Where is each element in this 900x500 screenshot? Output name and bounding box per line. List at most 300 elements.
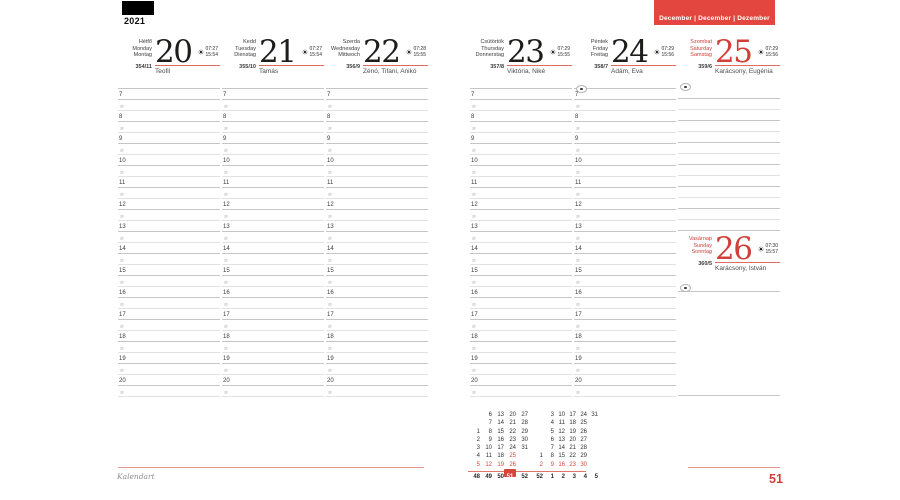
schedule-row-half xyxy=(470,386,572,397)
mini-cal-day: 24 xyxy=(509,445,516,452)
notes-row xyxy=(678,132,780,143)
schedule-row-half xyxy=(118,364,220,375)
schedule-row-hour xyxy=(574,221,676,232)
schedule-row-hour xyxy=(574,177,676,188)
schedule-row-hour xyxy=(118,243,220,254)
half-hour-label: 30 xyxy=(576,369,580,373)
mini-cal-day: 17 xyxy=(497,445,504,452)
mini-cal-day xyxy=(532,444,543,452)
schedule-row-half xyxy=(222,320,324,331)
hour-label: 16 xyxy=(119,290,126,296)
sunset-time: 15:54 xyxy=(205,51,218,58)
hour-label: 8 xyxy=(119,114,123,120)
schedule-row-hour xyxy=(470,133,572,144)
sun-icon: ☀ xyxy=(405,47,413,57)
sun-icon: ☀ xyxy=(549,47,557,57)
schedule-row-half xyxy=(222,364,324,375)
half-hour-label: 30 xyxy=(120,369,124,373)
schedule-row-half xyxy=(118,320,220,331)
sunset-time: 15:57 xyxy=(765,248,778,255)
half-hour-label: 30 xyxy=(224,105,228,109)
mini-cal-day: 14 xyxy=(558,445,565,452)
hour-label: 15 xyxy=(223,268,230,274)
hour-label: 13 xyxy=(471,224,478,230)
mini-cal-day: 3 xyxy=(550,412,554,418)
hour-label: 14 xyxy=(471,246,478,252)
day-header-main xyxy=(363,36,428,88)
day-header-main xyxy=(611,36,676,88)
schedule-row-half xyxy=(326,276,428,287)
day-name-hu: Kedd xyxy=(243,39,256,45)
mini-cal-day: 21 xyxy=(509,420,516,427)
hour-label: 19 xyxy=(119,356,126,362)
sunrise-time: 07:29 xyxy=(557,46,570,52)
half-hour-label: 30 xyxy=(224,303,228,307)
sun-icon: ☀ xyxy=(757,244,765,254)
day-name-en: Friday xyxy=(592,45,608,52)
schedule-row-hour xyxy=(118,155,220,166)
hour-label: 7 xyxy=(119,92,123,98)
day-name-hu: Péntek xyxy=(590,39,608,45)
hour-label: 9 xyxy=(471,136,475,142)
hour-label: 11 xyxy=(119,180,126,186)
day-number-row xyxy=(611,34,676,70)
schedule-row-hour xyxy=(326,309,428,320)
hour-label: 8 xyxy=(223,114,227,120)
schedule-row-hour xyxy=(326,111,428,122)
schedule-row-half xyxy=(222,232,324,243)
mini-cal-day xyxy=(587,428,598,436)
hour-label: 18 xyxy=(119,334,126,340)
half-hour-label: 30 xyxy=(224,127,228,131)
schedule-row-half xyxy=(222,144,324,155)
schedule-row-hour xyxy=(118,309,220,320)
hour-label: 15 xyxy=(327,268,334,274)
moon-phase-dot xyxy=(684,86,687,89)
hour-label: 14 xyxy=(327,246,334,252)
sun-block xyxy=(197,47,218,58)
hour-label: 7 xyxy=(575,92,579,98)
schedule-row-half xyxy=(470,188,572,199)
day-name-en: Thursday xyxy=(481,45,504,52)
schedule-row-half xyxy=(470,254,572,265)
nameday-label: Tamás xyxy=(259,68,279,75)
notes-row xyxy=(678,220,780,231)
schedule-row-hour xyxy=(118,331,220,342)
half-hour-label: 30 xyxy=(472,347,476,351)
mini-calendars xyxy=(468,411,608,483)
schedule-row-half xyxy=(222,298,324,309)
hour-schedule xyxy=(118,88,220,397)
schedule-row-hour xyxy=(118,375,220,386)
mini-cal-day: 4 xyxy=(476,453,480,460)
day-of-year: 354/11 xyxy=(135,63,152,70)
day-name-en: Wednesday xyxy=(331,45,360,52)
schedule-row-half xyxy=(574,320,676,331)
half-hour-label: 30 xyxy=(120,193,124,197)
mini-cal-day: 28 xyxy=(580,445,587,452)
day-header-names xyxy=(678,233,715,285)
mini-cal-day: 27 xyxy=(580,436,587,443)
hour-label: 20 xyxy=(327,378,334,384)
year-tab-black-mark xyxy=(122,1,154,15)
schedule-row-half xyxy=(222,188,324,199)
hour-label: 12 xyxy=(119,202,126,208)
mini-cal-day xyxy=(587,419,598,427)
half-hour-label: 30 xyxy=(120,347,124,351)
half-hour-label: 30 xyxy=(120,149,124,153)
hour-label: 13 xyxy=(223,224,230,230)
mini-cal-day: 10 xyxy=(485,445,492,452)
day-column-25 xyxy=(678,36,780,438)
mini-cal-day: 5 xyxy=(476,461,480,468)
half-hour-label: 30 xyxy=(224,149,228,153)
hour-label: 19 xyxy=(223,356,230,362)
schedule-row-half xyxy=(222,166,324,177)
schedule-row-half xyxy=(574,364,676,375)
schedule-row-half xyxy=(470,166,572,177)
sun-icon: ☀ xyxy=(301,47,309,57)
mini-cal-day xyxy=(468,419,480,427)
half-hour-label: 30 xyxy=(328,215,332,219)
schedule-row-half xyxy=(118,342,220,353)
schedule-row-hour xyxy=(470,265,572,276)
hour-label: 7 xyxy=(471,92,475,98)
half-hour-label: 30 xyxy=(120,281,124,285)
schedule-row-half xyxy=(574,276,676,287)
schedule-row-hour xyxy=(326,155,428,166)
schedule-row-hour xyxy=(222,331,324,342)
mini-cal-day: 31 xyxy=(591,412,598,418)
day-name-de: Mittwoch xyxy=(338,52,360,58)
schedule-row-hour xyxy=(222,89,324,100)
schedule-row-hour xyxy=(470,309,572,320)
hour-label: 7 xyxy=(223,92,227,98)
day-name-hu: Szerda xyxy=(342,39,360,45)
half-hour-label: 30 xyxy=(328,303,332,307)
sunrise-time: 07:27 xyxy=(309,46,322,52)
mini-cal-day xyxy=(516,461,528,469)
half-hour-label: 30 xyxy=(120,259,124,263)
day-header-25 xyxy=(678,36,780,88)
day-number: 24 xyxy=(611,34,648,70)
schedule-row-half xyxy=(118,232,220,243)
day-header-20 xyxy=(118,36,220,88)
schedule-row-half xyxy=(574,122,676,133)
hour-label: 14 xyxy=(119,246,126,252)
moon-phase-icon xyxy=(576,85,587,93)
mini-cal-day: 28 xyxy=(521,420,528,427)
day-of-year: 357/8 xyxy=(490,63,504,70)
hour-label: 18 xyxy=(223,334,230,340)
mini-cal-day: 17 xyxy=(569,412,576,418)
schedule-row-hour xyxy=(222,265,324,276)
mini-cal-day xyxy=(532,428,543,436)
week-number: 2 xyxy=(561,474,565,481)
schedule-row-hour xyxy=(222,221,324,232)
mini-cal-day: 23 xyxy=(509,436,516,443)
day-header-26 xyxy=(678,233,780,285)
schedule-row-half xyxy=(118,254,220,265)
hour-label: 18 xyxy=(471,334,478,340)
schedule-row-half xyxy=(574,100,676,111)
hour-label: 9 xyxy=(119,136,123,142)
mini-cal-day xyxy=(468,411,480,419)
day-number-row xyxy=(715,231,780,267)
mini-calendar-december xyxy=(468,411,528,481)
schedule-row-hour xyxy=(470,111,572,122)
day-column-23 xyxy=(470,36,572,438)
hour-label: 20 xyxy=(471,378,478,384)
schedule-row-half xyxy=(470,210,572,221)
half-hour-label: 30 xyxy=(472,259,476,263)
mini-cal-day: 26 xyxy=(580,428,587,435)
mini-cal-day xyxy=(587,452,598,460)
schedule-row-half xyxy=(574,232,676,243)
mini-cal-day: 9 xyxy=(550,461,554,468)
schedule-row-hour xyxy=(574,331,676,342)
day-number-row xyxy=(363,34,428,70)
schedule-row-hour xyxy=(222,199,324,210)
mini-cal-day: 29 xyxy=(580,453,587,460)
notes-row xyxy=(678,198,780,209)
mini-cal-day: 13 xyxy=(558,436,565,443)
mini-cal-day: 27 xyxy=(521,412,528,418)
schedule-row-hour xyxy=(118,89,220,100)
sun-times xyxy=(557,47,570,58)
sun-times xyxy=(765,47,778,58)
half-hour-label: 30 xyxy=(576,237,580,241)
mini-cal-day: 9 xyxy=(488,436,492,443)
schedule-row-half xyxy=(574,144,676,155)
schedule-row-hour xyxy=(470,243,572,254)
schedule-row-hour xyxy=(222,243,324,254)
mini-cal-day: 1 xyxy=(539,453,543,460)
mini-cal-day: 10 xyxy=(558,412,565,418)
sunset-time: 15:56 xyxy=(661,51,674,58)
schedule-row-hour xyxy=(574,133,676,144)
schedule-row-hour xyxy=(470,199,572,210)
schedule-row-hour xyxy=(470,353,572,364)
half-hour-label: 30 xyxy=(472,281,476,285)
sunrise-time: 07:30 xyxy=(765,243,778,249)
schedule-row-hour xyxy=(326,353,428,364)
schedule-row-hour xyxy=(222,111,324,122)
hour-label: 10 xyxy=(119,158,126,164)
sun-block xyxy=(757,47,778,58)
schedule-row-hour xyxy=(574,353,676,364)
half-hour-label: 30 xyxy=(120,325,124,329)
sunrise-time: 07:28 xyxy=(413,46,426,52)
schedule-row-half xyxy=(222,386,324,397)
schedule-row-half xyxy=(222,210,324,221)
day-of-year: 360/5 xyxy=(698,260,712,267)
half-hour-label: 30 xyxy=(328,281,332,285)
day-header-names xyxy=(678,36,715,88)
nameday-label: Ádám, Éva xyxy=(611,68,643,75)
schedule-row-hour xyxy=(222,375,324,386)
nameday-label: Karácsony, István xyxy=(715,265,767,272)
schedule-row-hour xyxy=(118,265,220,276)
half-hour-label: 30 xyxy=(576,193,580,197)
moon-phase-dot xyxy=(580,88,583,91)
half-hour-label: 30 xyxy=(224,237,228,241)
hour-label: 19 xyxy=(327,356,334,362)
half-hour-label: 30 xyxy=(472,237,476,241)
hour-label: 12 xyxy=(575,202,582,208)
mini-cal-day xyxy=(532,436,543,444)
half-hour-label: 30 xyxy=(472,325,476,329)
mini-cal-day: 18 xyxy=(569,420,576,427)
schedule-row-hour xyxy=(326,89,428,100)
day-name-de: Dienstag xyxy=(234,52,256,58)
sun-times xyxy=(413,47,426,58)
half-hour-label: 30 xyxy=(576,325,580,329)
hour-label: 11 xyxy=(223,180,230,186)
schedule-row-half xyxy=(326,166,428,177)
notes-row xyxy=(678,99,780,110)
hour-label: 13 xyxy=(119,224,126,230)
mini-cal-day: 18 xyxy=(497,453,504,460)
day-header-names xyxy=(326,36,363,88)
hour-schedule xyxy=(326,88,428,397)
mini-cal-day: 3 xyxy=(476,445,480,452)
notes-row xyxy=(678,121,780,132)
half-hour-label: 30 xyxy=(576,281,580,285)
hour-label: 20 xyxy=(119,378,126,384)
half-hour-label: 30 xyxy=(472,127,476,131)
schedule-row-hour xyxy=(574,155,676,166)
schedule-row-hour xyxy=(222,309,324,320)
day-header-21 xyxy=(222,36,324,88)
mini-cal-day: 6 xyxy=(550,436,554,443)
half-hour-label: 30 xyxy=(472,215,476,219)
mini-cal-day xyxy=(587,436,598,444)
day-header-main xyxy=(715,36,780,88)
notes-lines xyxy=(678,88,780,231)
notes-row xyxy=(678,110,780,121)
schedule-row-half xyxy=(574,386,676,397)
sun-block xyxy=(653,47,674,58)
week-number: 5 xyxy=(594,474,598,481)
half-hour-label: 30 xyxy=(120,215,124,219)
schedule-row-half xyxy=(222,100,324,111)
hour-label: 17 xyxy=(327,312,334,318)
hour-label: 20 xyxy=(223,378,230,384)
half-hour-label: 30 xyxy=(328,105,332,109)
hour-label: 8 xyxy=(327,114,331,120)
week-number: 52 xyxy=(521,474,528,481)
schedule-row-half xyxy=(470,364,572,375)
week-number: 52 xyxy=(536,474,543,481)
schedule-row-half xyxy=(326,100,428,111)
sunday-notes-line xyxy=(678,286,780,292)
day-header-names xyxy=(222,36,259,88)
hour-label: 10 xyxy=(471,158,478,164)
sunset-time: 15:55 xyxy=(557,51,570,58)
day-of-year: 359/6 xyxy=(698,63,712,70)
schedule-row-hour xyxy=(118,199,220,210)
footer-rule-left xyxy=(118,467,424,468)
sun-icon: ☀ xyxy=(757,47,765,57)
half-hour-label: 30 xyxy=(472,303,476,307)
mini-calendar-january xyxy=(532,411,598,481)
hour-label: 15 xyxy=(575,268,582,274)
day-name-de: Montag xyxy=(133,52,152,58)
mini-cal-day: 22 xyxy=(509,428,516,435)
mini-cal-day: 30 xyxy=(521,436,528,443)
schedule-row-half xyxy=(470,122,572,133)
schedule-row-half xyxy=(326,210,428,221)
half-hour-label: 30 xyxy=(224,325,228,329)
schedule-row-half xyxy=(326,364,428,375)
day-name-en: Saturday xyxy=(689,45,712,52)
half-hour-label: 30 xyxy=(472,171,476,175)
schedule-row-hour xyxy=(470,375,572,386)
schedule-row-half xyxy=(118,298,220,309)
notes-row xyxy=(678,143,780,154)
day-header-main xyxy=(155,36,220,88)
schedule-row-hour xyxy=(574,243,676,254)
nameday-label: Karácsony, Eugénia xyxy=(715,68,773,75)
half-hour-label: 30 xyxy=(224,171,228,175)
schedule-row-half xyxy=(574,254,676,265)
schedule-row-hour xyxy=(574,89,676,100)
schedule-row-half xyxy=(470,144,572,155)
mini-cal-day: 6 xyxy=(488,412,492,418)
notes-row xyxy=(678,154,780,165)
half-hour-label: 30 xyxy=(328,171,332,175)
mini-cal-day: 7 xyxy=(550,445,554,452)
schedule-row-hour xyxy=(326,287,428,298)
day-number-row xyxy=(259,34,324,70)
schedule-row-hour xyxy=(118,221,220,232)
hour-label: 20 xyxy=(575,378,582,384)
day-header-names xyxy=(470,36,507,88)
half-hour-label: 30 xyxy=(224,369,228,373)
hour-schedule xyxy=(574,88,676,397)
sunset-time: 15:55 xyxy=(413,51,426,58)
half-hour-label: 30 xyxy=(576,347,580,351)
schedule-row-half xyxy=(326,320,428,331)
schedule-row-half xyxy=(470,342,572,353)
hour-label: 9 xyxy=(327,136,331,142)
day-header-main xyxy=(259,36,324,88)
schedule-row-hour xyxy=(326,375,428,386)
mini-cal-day: 7 xyxy=(488,420,492,427)
mini-cal-day: 22 xyxy=(569,453,576,460)
day-name-hu: Vasárnap xyxy=(688,236,712,242)
mini-cal-day: 26 xyxy=(509,461,516,468)
hour-label: 11 xyxy=(471,180,478,186)
half-hour-label: 30 xyxy=(472,369,476,373)
hour-label: 16 xyxy=(471,290,478,296)
schedule-row-half xyxy=(118,144,220,155)
mini-cal-day: 15 xyxy=(558,453,565,460)
current-week-badge: 51 xyxy=(504,469,516,477)
half-hour-label: 30 xyxy=(576,303,580,307)
schedule-row-half xyxy=(470,298,572,309)
day-of-year: 358/7 xyxy=(594,63,608,70)
half-hour-label: 30 xyxy=(576,127,580,131)
mini-cal-day: 16 xyxy=(497,436,504,443)
nameday-label: Teofil xyxy=(155,68,171,75)
day-name-de: Donnerstag xyxy=(475,52,504,58)
sun-block xyxy=(757,244,778,255)
day-name-hu: Szombat xyxy=(690,39,712,45)
schedule-row-hour xyxy=(222,177,324,188)
mini-cal-day xyxy=(587,461,598,469)
